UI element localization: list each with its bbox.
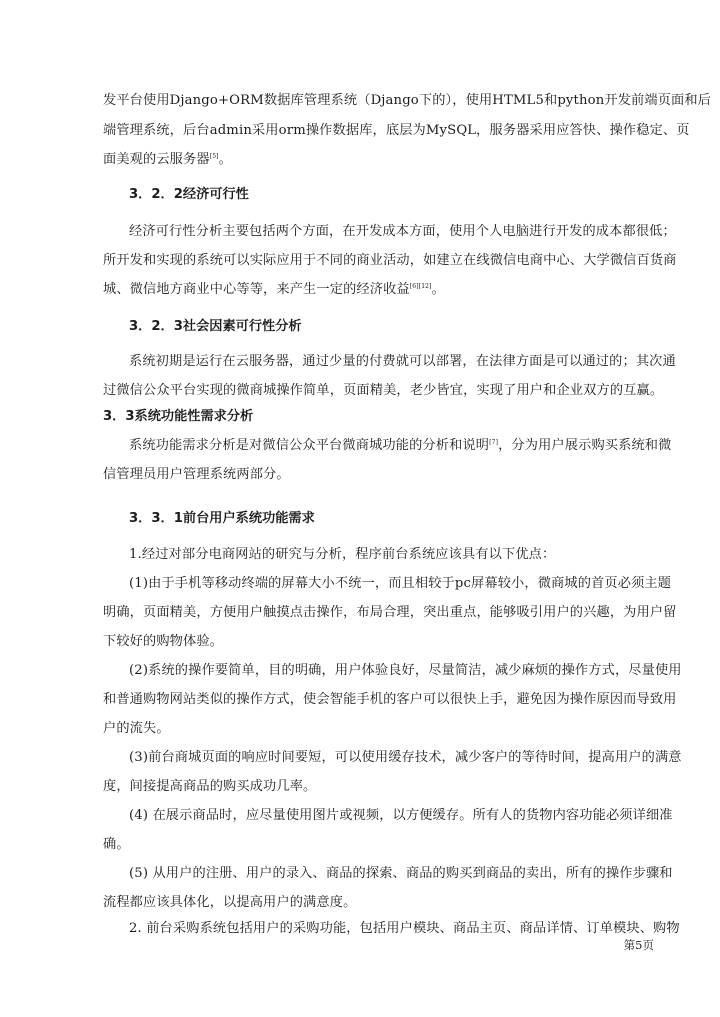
section-heading-3-2-3: 3．2．3社会因素可行性分析: [129, 319, 302, 334]
paragraph-line: (1)由于手机等移动终端的屏幕大小不统一，而且相较于pc屏幕较小，微商城的首页必须主题: [129, 576, 672, 591]
paragraph-line: 城、微信地方商业中心等等，来产生一定的经济收益[6][12]。: [103, 282, 445, 297]
paragraph-line: (2)系统的操作要简单，目的明确，用户体验良好，尽量简洁，减少麻烦的操作方式，尽量使用: [129, 663, 682, 678]
paragraph-line: 信管理员用户管理系统两部分。: [103, 467, 290, 482]
paragraph-line: 户的流失。: [103, 721, 170, 736]
page-number: 第5页: [623, 938, 654, 952]
paragraph-line: 系统初期是运行在云服务器，通过少量的付费就可以部署，在法律方面是可以通过的；其次通: [129, 354, 676, 369]
paragraph-line: 下较好的购物体验。: [103, 634, 224, 649]
paragraph-line: 端管理系统，后台admin采用orm操作数据库，底层为MySQL，服务器采用应答快、操作稳定、页: [103, 123, 690, 138]
paragraph-line: 面美观的云服务器[5]。: [103, 152, 232, 167]
section-heading-3-3: 3．3系统功能性需求分析: [103, 409, 254, 424]
citation: [6][12]: [409, 283, 432, 290]
paragraph-line: 1.经过对部分电商网站的研究与分析，程序前台系统应该具有以下优点：: [129, 547, 556, 562]
paragraph-line: (3)前台商城页面的响应时间要短，可以使用缓存技术，减少客户的等待时间，提高用户的满意: [129, 750, 682, 765]
section-heading-3-2-2: 3．2．2经济可行性: [129, 187, 249, 202]
paragraph-line: 发平台使用Django+ORM数据库管理系统（Django下的），使用HTML5和python开发前端页面和后: [103, 93, 712, 108]
paragraph-line: 明确，页面精美，方便用户触摸点击操作，布局合理，突出重点，能够吸引用户的兴趣，为用户留: [103, 605, 677, 620]
paragraph-line: 系统功能需求分析是对微信公众平台微商城功能的分析和说明[7]，分为用户展示购买系统和微: [129, 438, 672, 453]
paragraph-line: 过微信公众平台实现的微商城操作简单，页面精美，老少皆宜，实现了用户和企业双方的互赢。: [103, 383, 664, 398]
paragraph-line: 确。: [103, 837, 130, 852]
paragraph-line: 流程都应该具体化，以提高用户的满意度。: [103, 895, 357, 910]
paragraph-line: (4) 在展示商品时，应尽量使用图片或视频，以方便缓存。所有人的货物内容功能必须详细准: [129, 808, 673, 823]
paragraph-line: 2. 前台采购系统包括用户的采购功能，包括用户模块、商品主页、商品详情、订单模块、购物: [129, 921, 680, 936]
section-heading-3-3-1: 3．3．1前台用户系统功能需求: [129, 511, 315, 526]
paragraph-line: 所开发和实现的系统可以实际应用于不同的商业活动，如建立在线微信电商中心、大学微信百货商: [103, 253, 677, 268]
paragraph-line: 经济可行性分析主要包括两个方面，在开发成本方面，使用个人电脑进行开发的成本都很低；: [129, 224, 676, 239]
paragraph-line: 度，间接提高商品的购买成功几率。: [103, 779, 317, 794]
citation: [7]: [489, 439, 499, 446]
paragraph-line: (5) 从用户的注册、用户的录入、商品的探索、商品的购买到商品的卖出，所有的操作步骤和: [129, 866, 673, 881]
paragraph-line: 和普通购物网站类似的操作方式，使会智能手机的客户可以很快上手，避免因为操作原因而导致用: [103, 692, 677, 707]
citation: [5]: [209, 153, 219, 160]
